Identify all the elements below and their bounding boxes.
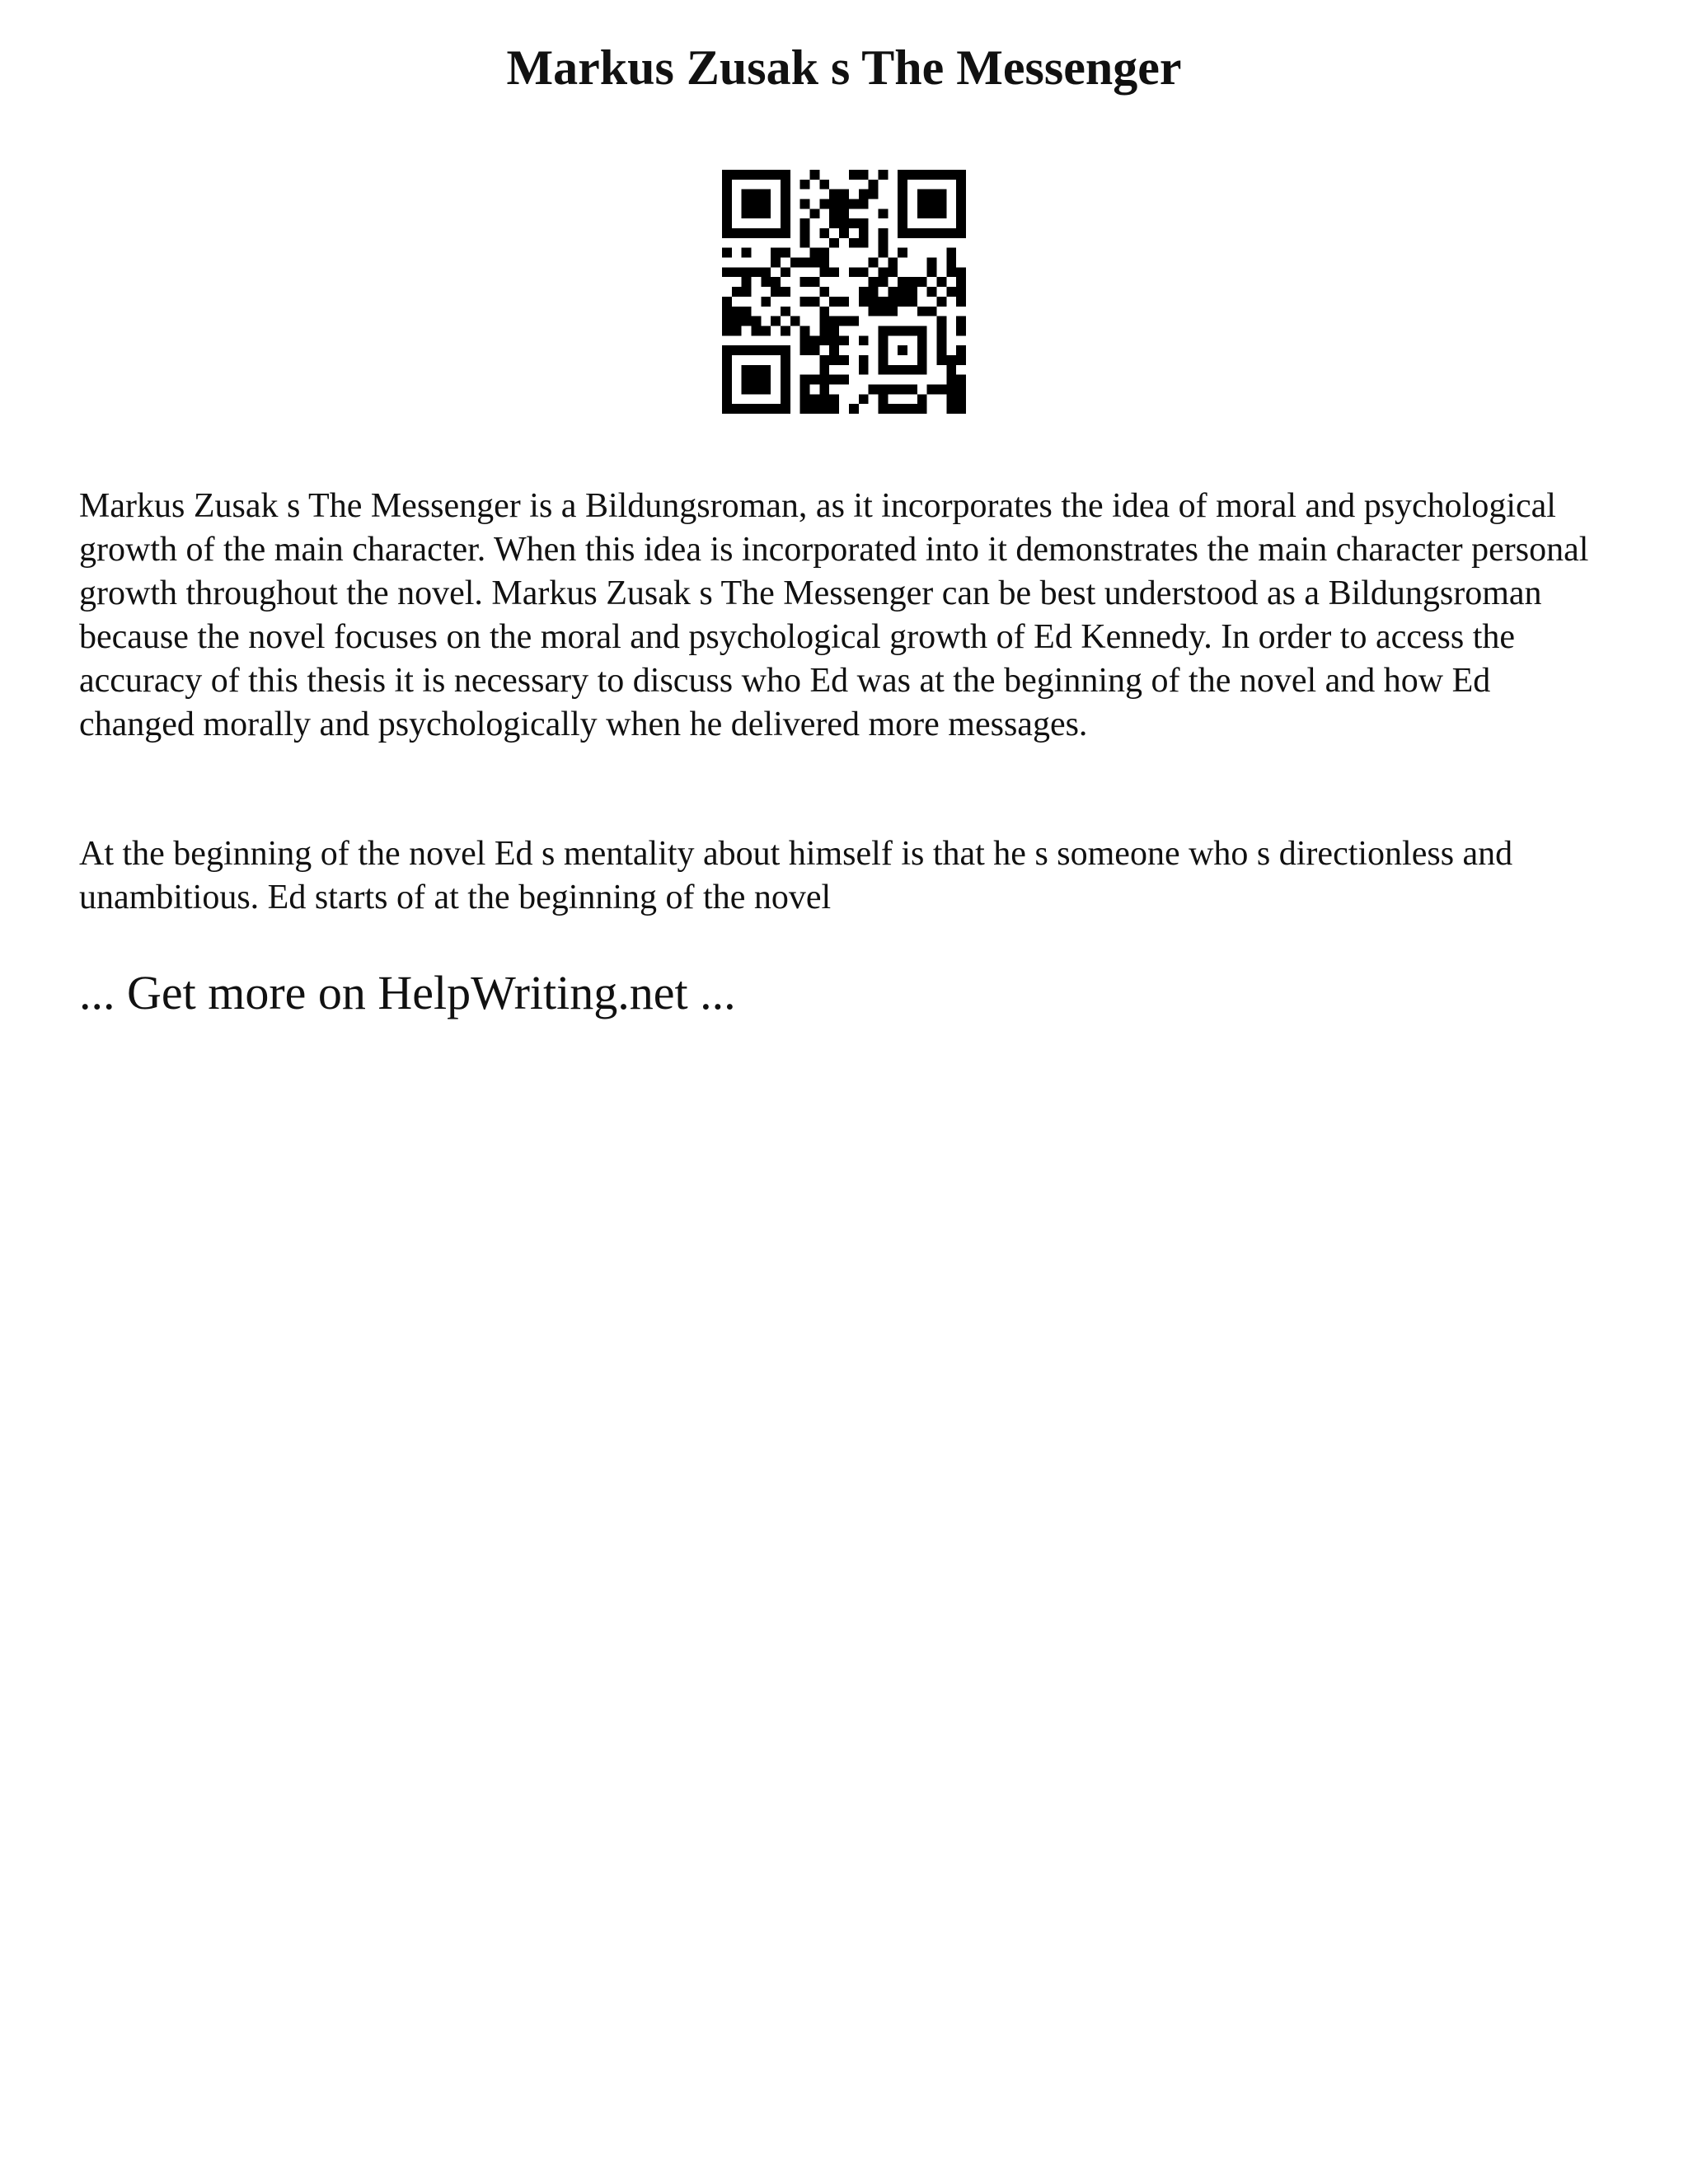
body-paragraph-2: At the beginning of the novel Ed s mentality about himself is that he s someone who s directionless and unambitious. Ed starts of at the beginning of the novel [79, 835, 1513, 916]
page-title: Markus Zusak s The Messenger [506, 40, 1182, 95]
qr-code-icon [722, 170, 966, 414]
body-paragraph-1: Markus Zusak s The Messenger is a Bildungsroman, as it incorporates the idea of moral and psychological growth of the main character. When this idea is incorporated into it demonstrates the main character personal growth throughout the novel. Markus Zusak s The Messenger can be best understood as a Bildungsroman because the novel focuses on the moral and psychological growth of Ed Kennedy. In order to access the accuracy of this thesis it is necessary to discuss who Ed was at the beginning of the novel and how Ed changed morally and psychologically when he delivered more messages. [79, 487, 1589, 743]
get-more-link[interactable]: ... Get more on HelpWriting.net ... [79, 966, 736, 1019]
